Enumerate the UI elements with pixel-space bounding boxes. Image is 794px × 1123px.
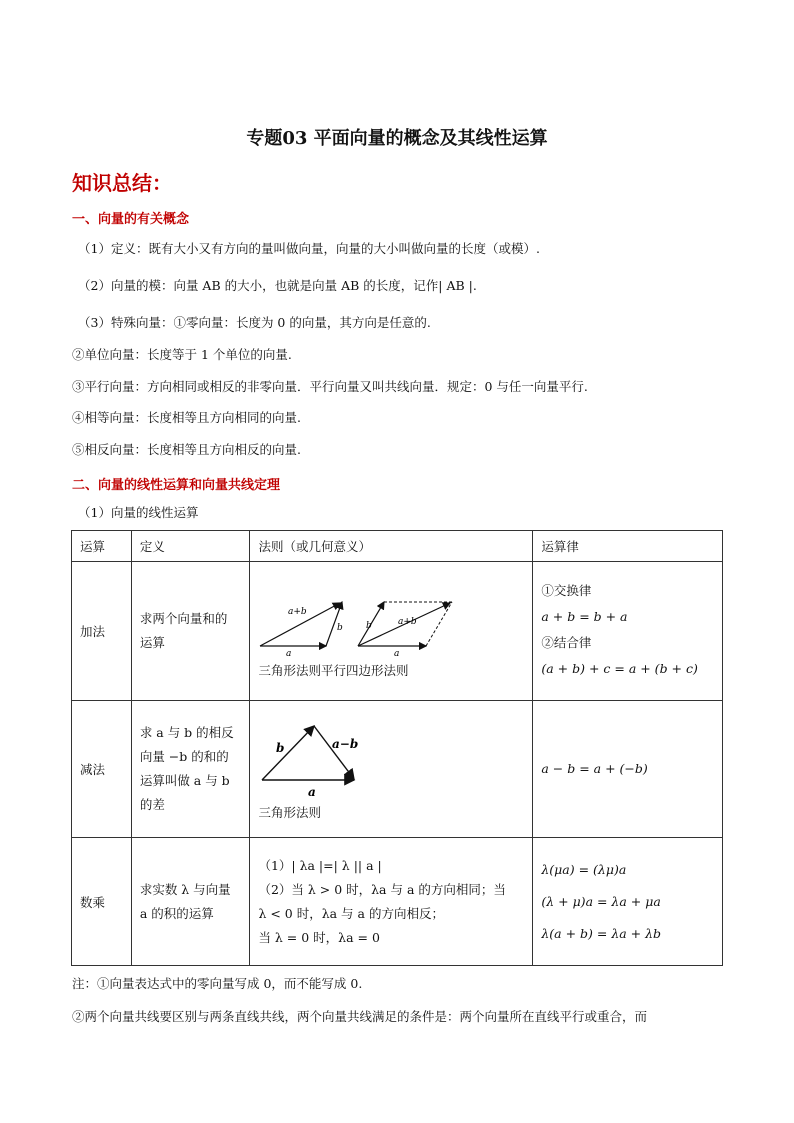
- part1-item-4: ②单位向量：长度等于 1 个单位的向量.: [72, 347, 292, 362]
- mul-def-line: a 的积的运算: [139, 905, 214, 921]
- part2-heading: 二、向量的线性运算和向量共线定理: [72, 478, 281, 493]
- law-formula: (λ + μ)a = λa + μa: [541, 893, 661, 909]
- para-sum-label: a+b: [398, 616, 418, 627]
- sub-vector-b: [262, 726, 314, 780]
- addition-figure: [258, 584, 498, 656]
- part2-subheading: （1）向量的线性运算: [78, 505, 199, 520]
- law-title: ②结合律: [541, 635, 592, 650]
- part1-item-5: ③平行向量：方向相同或相反的非零向量．平行向量又叫共线向量．规定：0 与任一向量平行.: [72, 379, 588, 394]
- summary-heading: 知识总结：: [72, 171, 172, 195]
- sum-label: a+b: [288, 606, 308, 617]
- page-title: 专题03 平面向量的概念及其线性运算: [246, 128, 548, 149]
- table-row-mul: [72, 838, 723, 966]
- part1-item-7: ⑤相反向量：长度相等且方向相反的向量.: [72, 442, 301, 457]
- sub-def: [131, 701, 250, 838]
- note-2: ②两个向量共线要区别与两条直线共线，两个向量共线满足的条件是：两个向量所在直线平行或重合，而: [72, 1009, 648, 1024]
- law-formula: λ(a + b) = λa + λb: [541, 925, 662, 941]
- header-def: 定义: [131, 531, 250, 562]
- sub-b-label: b: [276, 740, 285, 755]
- sub-def-line: 运算叫做 a 与 b: [139, 773, 230, 788]
- sub-rule: [250, 701, 533, 838]
- sub-diff-label: a−b: [332, 736, 359, 751]
- mul-rule-line: λ < 0 时，λa 与 a 的方向相反；: [258, 905, 444, 921]
- part1-item-6: ④相等向量：长度相等且方向相同的向量.: [72, 410, 301, 425]
- mul-rule: [250, 838, 533, 966]
- part1-item-2: （2）向量的模：向量 AB 的大小，也就是向量 AB 的长度，记作| AB |.: [78, 278, 477, 293]
- add-caption: 三角形法则平行四边形法则: [258, 662, 409, 678]
- law-formula: a + b = b + a: [541, 609, 628, 624]
- add-def: [131, 562, 250, 701]
- b-label: b: [337, 622, 344, 633]
- table-row-sub: [72, 701, 723, 838]
- add-name: 加法: [72, 562, 132, 701]
- add-def-line: 运算: [139, 635, 165, 650]
- sub-vector-diff: [314, 726, 354, 779]
- operations-table: [71, 530, 723, 966]
- sub-def-line: 求 a 与 b 的相反: [139, 725, 234, 740]
- subtraction-figure: [258, 718, 378, 798]
- table-row-add: [72, 562, 723, 701]
- add-laws: [533, 562, 723, 701]
- law-formula: λ(μa) = (λμ)a: [541, 861, 627, 877]
- law-formula: a − b = a + (−b): [541, 761, 648, 776]
- mul-def: [131, 838, 250, 966]
- law-formula: (a + b) + c = a + (b + c): [541, 661, 698, 676]
- law-title: ①交换律: [541, 583, 592, 598]
- mul-def-line: 求实数 λ 与向量: [139, 881, 231, 897]
- sub-def-line: 的差: [139, 797, 165, 812]
- mul-rule-line: （2）当 λ > 0 时，λa 与 a 的方向相同；当: [258, 881, 506, 897]
- note-1: 注：①向量表达式中的零向量写成 0，而不能写成 0.: [72, 976, 363, 991]
- mul-rule-line: 当 λ = 0 时，λa = 0: [258, 929, 380, 945]
- para-b-label: b: [366, 620, 373, 631]
- part1-heading: 一、向量的有关概念: [72, 212, 190, 227]
- sub-caption: 三角形法则: [258, 804, 321, 820]
- part1-item-3: （3）特殊向量：①零向量：长度为 0 的向量，其方向是任意的.: [78, 315, 431, 330]
- add-def-line: 求两个向量和的: [139, 611, 228, 626]
- sub-def-line: 向量 −b 的和的: [139, 749, 229, 764]
- header-law: 运算律: [533, 531, 723, 562]
- mul-laws: [533, 838, 723, 966]
- mul-name: 数乘: [72, 838, 132, 966]
- para-a-label: a: [394, 648, 400, 656]
- sub-a-label: a: [308, 784, 317, 798]
- header-op: 运算: [72, 531, 132, 562]
- sub-name: 减法: [72, 701, 132, 838]
- mul-rule-line: （1）| λa |=| λ || a |: [258, 857, 382, 873]
- sub-law: [533, 701, 723, 838]
- part1-item-1: （1）定义：既有大小又有方向的量叫做向量，向量的大小叫做向量的长度（或模）.: [78, 241, 540, 256]
- add-rule: [250, 562, 533, 701]
- a-label: a: [286, 648, 292, 656]
- header-rule: 法则（或几何意义）: [250, 531, 533, 562]
- table-header-row: [72, 531, 723, 562]
